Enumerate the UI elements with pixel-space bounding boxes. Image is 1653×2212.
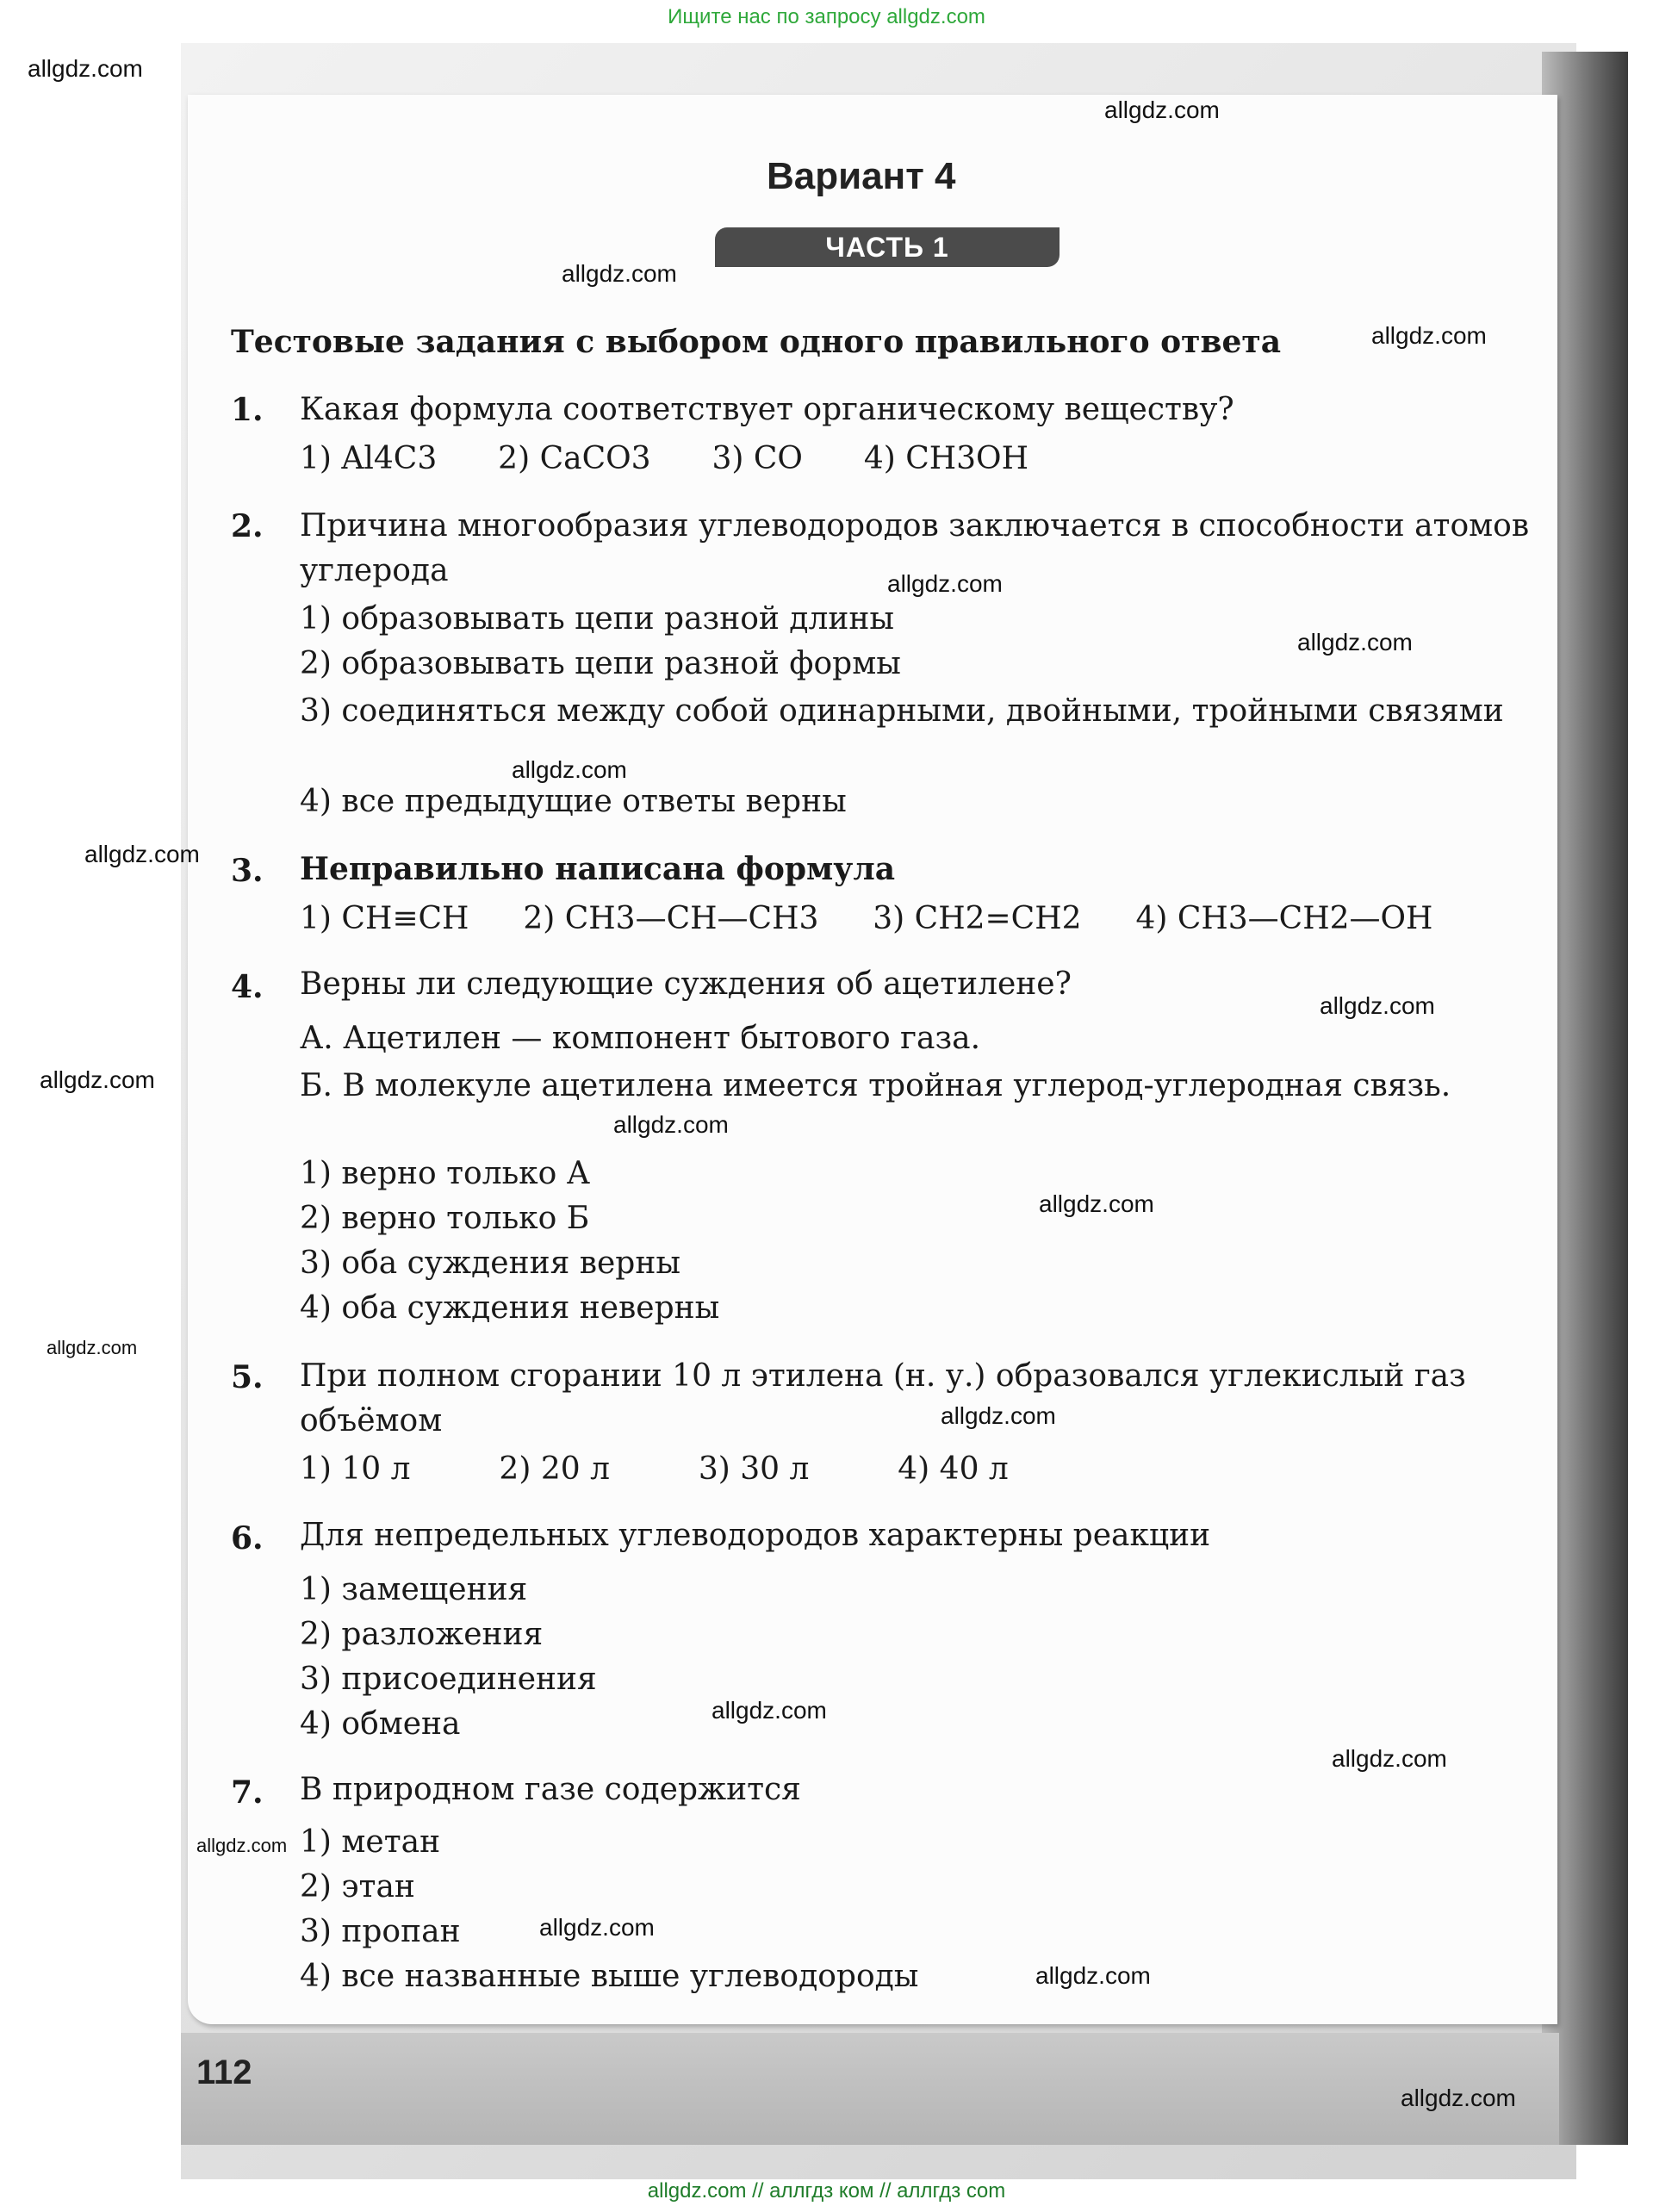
watermark: allgdz.com <box>562 260 677 287</box>
option: 1) Al4C3 <box>300 441 438 476</box>
statement: Б. В молекуле ацетилена имеется тройная углерод-углеродная связь. <box>300 1068 1451 1103</box>
watermark: allgdz.com <box>1039 1190 1154 1217</box>
question-number: 2. <box>231 508 264 544</box>
question-text: Какая формула соответствует органическому веществу? <box>300 392 1234 427</box>
option: 4) оба суждения неверны <box>300 1290 720 1326</box>
watermark: allgdz.com <box>196 1835 288 1856</box>
option: 4) все предыдущие ответы верны <box>300 784 847 819</box>
watermark: allgdz.com <box>712 1697 827 1724</box>
option: 2) разложения <box>300 1617 544 1652</box>
option: 4) 40 л <box>898 1451 1009 1487</box>
question-text: Верны ли следующие суждения об ацетилене? <box>300 966 1072 1002</box>
question-text: При полном сгорании 10 л этилена (н. у.) образовался углекислый газ объёмом <box>300 1358 1466 1438</box>
question-text: В природном газе содержится <box>300 1772 801 1807</box>
question-number: 3. <box>231 853 264 889</box>
option: 3) CO <box>712 441 803 476</box>
watermark: allgdz.com <box>613 1111 729 1138</box>
option: 1) образовывать цепи разной длины <box>300 601 894 637</box>
question-text: Причина многообразия углеводородов заключается в способности атомов углерода <box>300 508 1530 588</box>
option: 3) пропан <box>300 1914 461 1949</box>
section-heading: Тестовые задания с выбором одного правильного ответа <box>231 324 1282 360</box>
option: 2) CH3—CH—CH3 <box>523 901 819 936</box>
option: 3) CH2=CH2 <box>873 901 1082 936</box>
watermark: allgdz.com <box>1320 992 1435 1019</box>
page-title: Вариант 4 <box>767 155 956 197</box>
part-badge: ЧАСТЬ 1 <box>715 227 1060 267</box>
watermark: allgdz.com <box>28 55 143 82</box>
watermark: allgdz.com <box>512 756 627 783</box>
option: 3) 30 л <box>698 1451 810 1487</box>
question-number: 7. <box>231 1774 264 1811</box>
question-number: 4. <box>231 969 264 1005</box>
option: 2) CaCO3 <box>498 441 651 476</box>
option: 2) верно только Б <box>300 1201 590 1236</box>
question-number: 5. <box>231 1359 264 1395</box>
option: 4) CH3OH <box>863 441 1028 476</box>
answer-options <box>300 901 1432 936</box>
option: 1) CH≡CH <box>300 901 469 936</box>
watermark: allgdz.com <box>84 841 200 867</box>
watermark: allgdz.com <box>539 1914 655 1941</box>
option: 2) этан <box>300 1869 415 1904</box>
question-number: 6. <box>231 1520 264 1556</box>
page-number: 112 <box>196 2054 252 2091</box>
answer-options <box>300 1451 1009 1487</box>
option: 3) присоединения <box>300 1662 597 1697</box>
watermark-bottom: allgdz.com // аллгдз ком // аллгдз com <box>647 2179 1006 2203</box>
question-text: Для непредельных углеводородов характерны реакции <box>300 1518 1211 1553</box>
option: 2) образовывать цепи разной формы <box>300 646 901 681</box>
page-bottom-band <box>181 2033 1559 2145</box>
watermark: allgdz.com <box>887 570 1003 597</box>
watermark: allgdz.com <box>1332 1745 1447 1772</box>
watermark: allgdz.com <box>1035 1962 1151 1989</box>
question-text: Неправильно написана формула <box>300 851 896 887</box>
option: 4) все названные выше углеводороды <box>300 1959 919 1994</box>
watermark: allgdz.com <box>1401 2085 1516 2111</box>
option: 1) 10 л <box>300 1451 411 1487</box>
watermark-top: Ищите нас по запросу allgdz.com <box>668 5 985 28</box>
watermark: allgdz.com <box>47 1337 138 1358</box>
watermark: allgdz.com <box>1104 96 1220 123</box>
option: 4) обмена <box>300 1706 461 1742</box>
watermark: allgdz.com <box>40 1066 155 1093</box>
option: 3) оба суждения верны <box>300 1246 680 1281</box>
option: 1) метан <box>300 1824 441 1860</box>
statement: А. Ацетилен — компонент бытового газа. <box>300 1021 981 1056</box>
option: 1) замещения <box>300 1572 528 1607</box>
question-number: 1. <box>231 392 264 428</box>
watermark: allgdz.com <box>1297 629 1413 656</box>
option: 1) верно только А <box>300 1156 591 1191</box>
watermark: allgdz.com <box>1371 322 1487 349</box>
option: 2) 20 л <box>499 1451 610 1487</box>
option: 3) соединяться между собой одинарными, двойными, тройными связями <box>300 693 1504 729</box>
answer-options <box>300 441 1028 476</box>
option: 4) CH3—CH2—OH <box>1135 901 1433 936</box>
watermark: allgdz.com <box>941 1402 1056 1429</box>
